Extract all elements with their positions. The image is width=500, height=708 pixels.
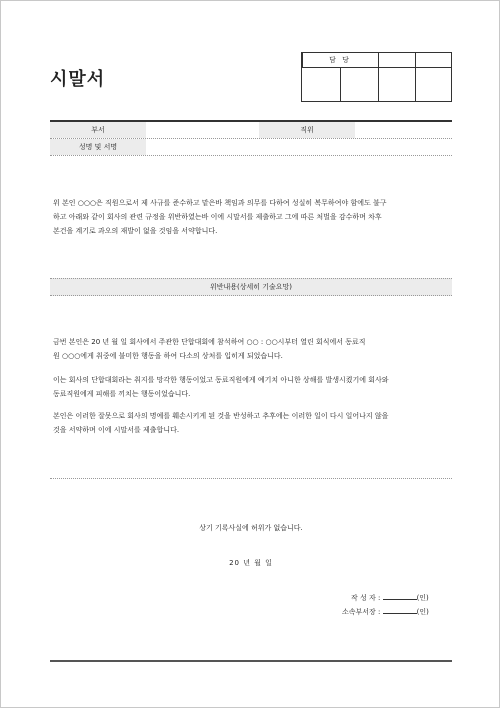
approval-divider xyxy=(378,68,379,102)
content-divider xyxy=(50,478,452,479)
manager-signature-line xyxy=(342,606,429,617)
department-value[interactable] xyxy=(146,122,259,138)
info-row-department xyxy=(50,122,452,139)
info-table xyxy=(50,120,452,156)
position-label: 직위 xyxy=(259,122,355,138)
name-signature-value[interactable] xyxy=(146,139,452,155)
truth-statement: 상기 기록사실에 허위가 없습니다. xyxy=(199,524,303,532)
department-label: 부서 xyxy=(50,122,146,138)
violation-line: 금번 본인은 20 년 월 일 회사에서 주관한 단합대회에 참석하여 ○○ : ○○시부터 열린 회식에서 동료직 xyxy=(53,338,366,346)
violation-line: 원 ○○○에게 취중에 불미한 행동을 하여 다소의 상처를 입히게 되었습니다. xyxy=(53,352,283,360)
violation-paragraph-1 xyxy=(53,335,449,363)
manager-sign-field[interactable] xyxy=(383,606,417,614)
manager-seal: (인) xyxy=(416,608,429,616)
signing-date: 20 년 월 일 xyxy=(229,559,273,567)
violation-line: 이는 회사의 단합대회라는 취지를 망각한 행동이었고 동료직원에게 예기치 아니한 상해를 발생시켰기에 회사와 xyxy=(53,376,389,384)
violation-line: 본인은 이러한 잘못으로 회사의 명예를 훼손시키게 된 것을 반성하고 추후에는 이러한 일이 다시 일어나지 않을 xyxy=(53,412,389,420)
name-signature-label: 성명 및 서명 xyxy=(50,139,146,155)
violation-line: 것을 서약하며 이에 시말서를 제출합니다. xyxy=(53,426,180,434)
writer-seal: (인) xyxy=(416,594,429,602)
violation-paragraph-2 xyxy=(53,373,449,401)
approval-divider xyxy=(340,68,341,102)
bottom-rule xyxy=(50,660,452,662)
approval-box xyxy=(301,52,452,102)
document-title: 시말서 xyxy=(50,69,106,90)
approval-head-cell-3 xyxy=(415,53,451,68)
intro-line: 본건을 계기로 과오의 재발이 없을 것임을 서약합니다. xyxy=(53,227,218,235)
approval-divider xyxy=(415,68,416,102)
violation-paragraph-3 xyxy=(53,409,449,437)
writer-sign-field[interactable] xyxy=(383,592,417,600)
approval-header-label: 담 당 xyxy=(302,53,379,68)
writer-signature-line xyxy=(351,592,429,603)
approval-head-cell-2 xyxy=(378,53,416,68)
violation-header: 위반내용(상세히 기술요망) xyxy=(50,278,452,296)
violation-line: 동료직원에게 피해를 끼치는 행동이었습니다. xyxy=(53,390,191,398)
manager-label: 소속부서장 : xyxy=(342,608,381,616)
position-value[interactable] xyxy=(355,122,452,138)
intro-paragraph xyxy=(53,196,449,238)
info-row-name xyxy=(50,139,452,156)
writer-label: 작 성 자 : xyxy=(351,594,381,602)
intro-line: 하고 아래와 같이 회사의 관련 규정을 위반하였는바 이에 시말서를 제출하고 그에 따른 처벌을 감수하며 차후 xyxy=(53,213,382,221)
intro-line: 위 본인 ○○○은 직원으로서 제 사규를 준수하고 맡은바 책임과 의무를 다하여 성실히 복무하여야 함에도 불구 xyxy=(53,199,387,207)
